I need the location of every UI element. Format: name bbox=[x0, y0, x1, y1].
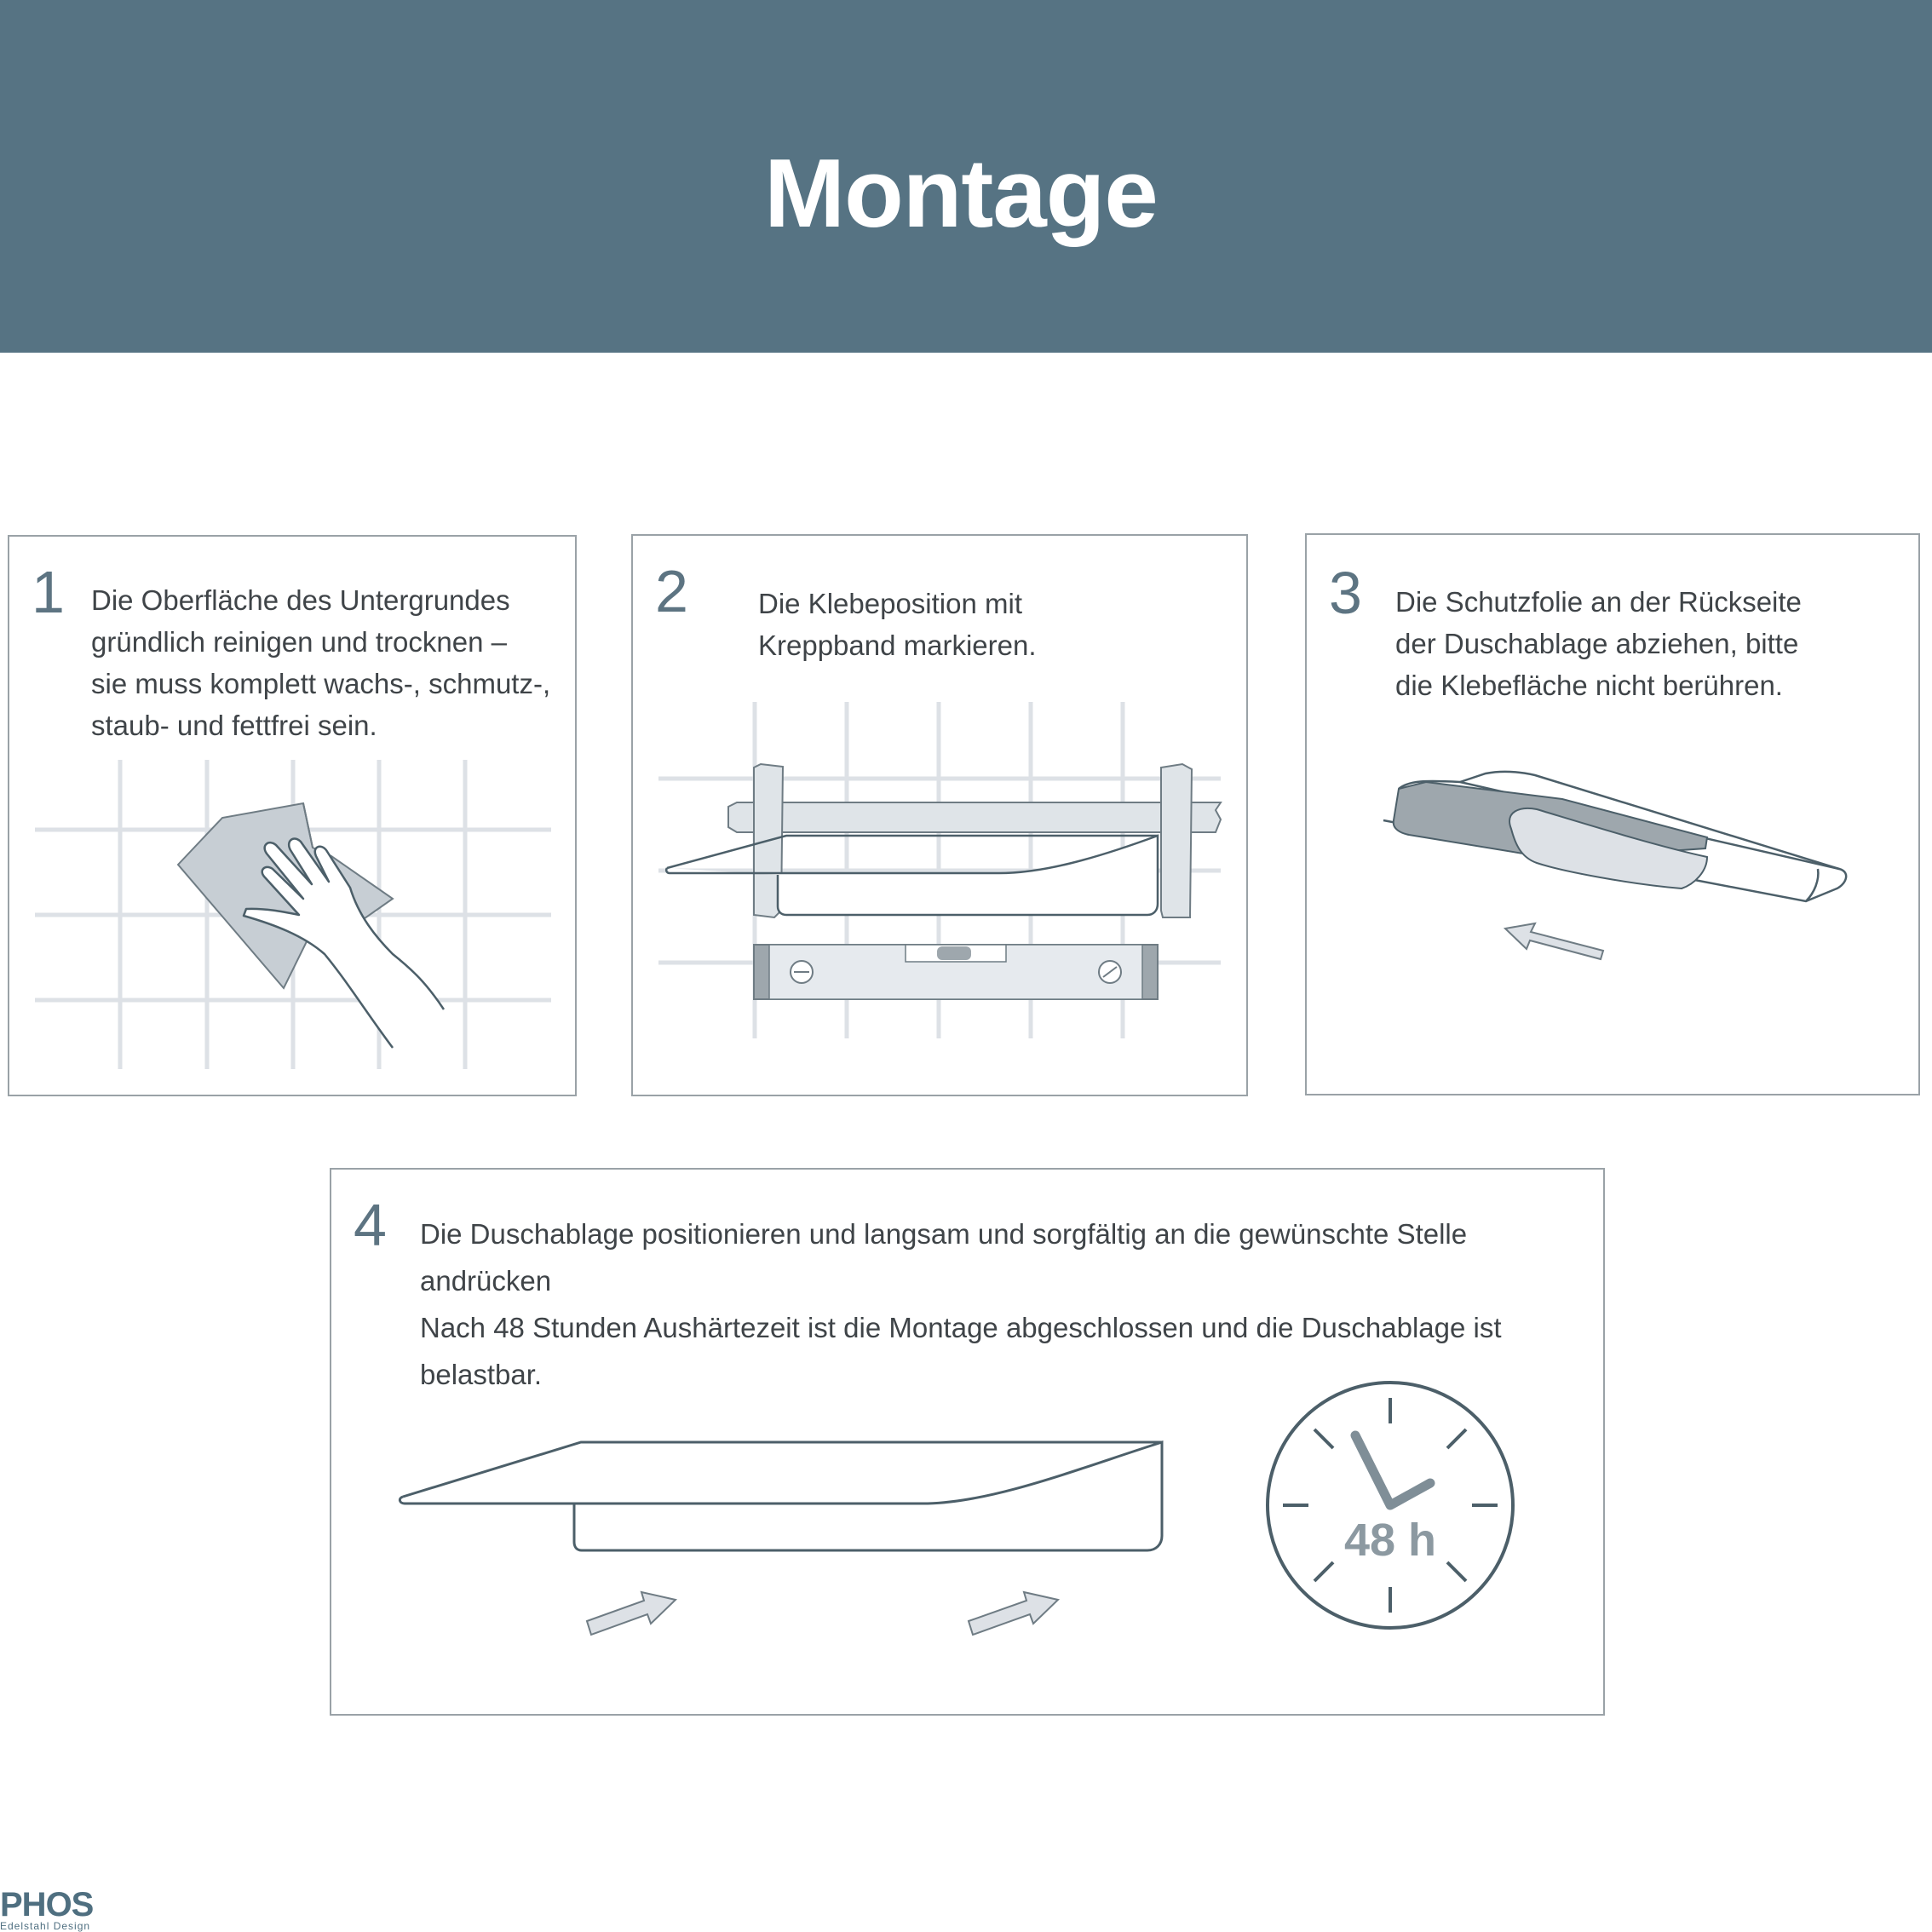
step-2-number: 2 bbox=[655, 558, 688, 624]
clock-icon bbox=[1268, 1383, 1513, 1628]
step-4-number: 4 bbox=[354, 1192, 387, 1258]
page-title: Montage bbox=[764, 140, 1158, 248]
brand-tagline: Edelstahl Design bbox=[0, 1920, 91, 1932]
step-1-number: 1 bbox=[32, 559, 65, 625]
step-2-text: Die Klebeposition mit Kreppband markieren. bbox=[758, 588, 1037, 661]
shelf-and-clock-illustration bbox=[331, 1170, 1603, 1714]
brand-logo: PHOS bbox=[0, 1886, 94, 1923]
step-3-panel bbox=[1305, 533, 1920, 1095]
step-4-panel bbox=[330, 1168, 1605, 1716]
cleaning-hand-illustration bbox=[9, 537, 575, 1095]
step-1-text: Die Oberfläche des Untergrundes gründlich reinigen und trocknen – sie muss komplett wachs-, schmutz-, staub- und fettfrei sein. bbox=[91, 584, 551, 741]
peel-film-illustration bbox=[1307, 535, 1918, 1094]
step-4-text: Die Duschablage positionieren und langsam und sorgfältig an die gewünschte Stelle andrücken Nach 48 Stunden Aushärtezeit ist die Montage abgeschlossen und die Duschablage ist belastbar. bbox=[420, 1218, 1502, 1390]
header-banner bbox=[0, 0, 1932, 353]
step-1-panel bbox=[8, 535, 577, 1096]
tape-and-level-illustration bbox=[633, 536, 1246, 1095]
step-3-text: Die Schutzfolie an der Rückseite der Duschablage abziehen, bitte die Klebefläche nicht berühren. bbox=[1395, 586, 1802, 701]
step-2-panel bbox=[631, 534, 1248, 1096]
clock-label: 48 h bbox=[1343, 1515, 1437, 1566]
step-3-number: 3 bbox=[1329, 560, 1362, 626]
